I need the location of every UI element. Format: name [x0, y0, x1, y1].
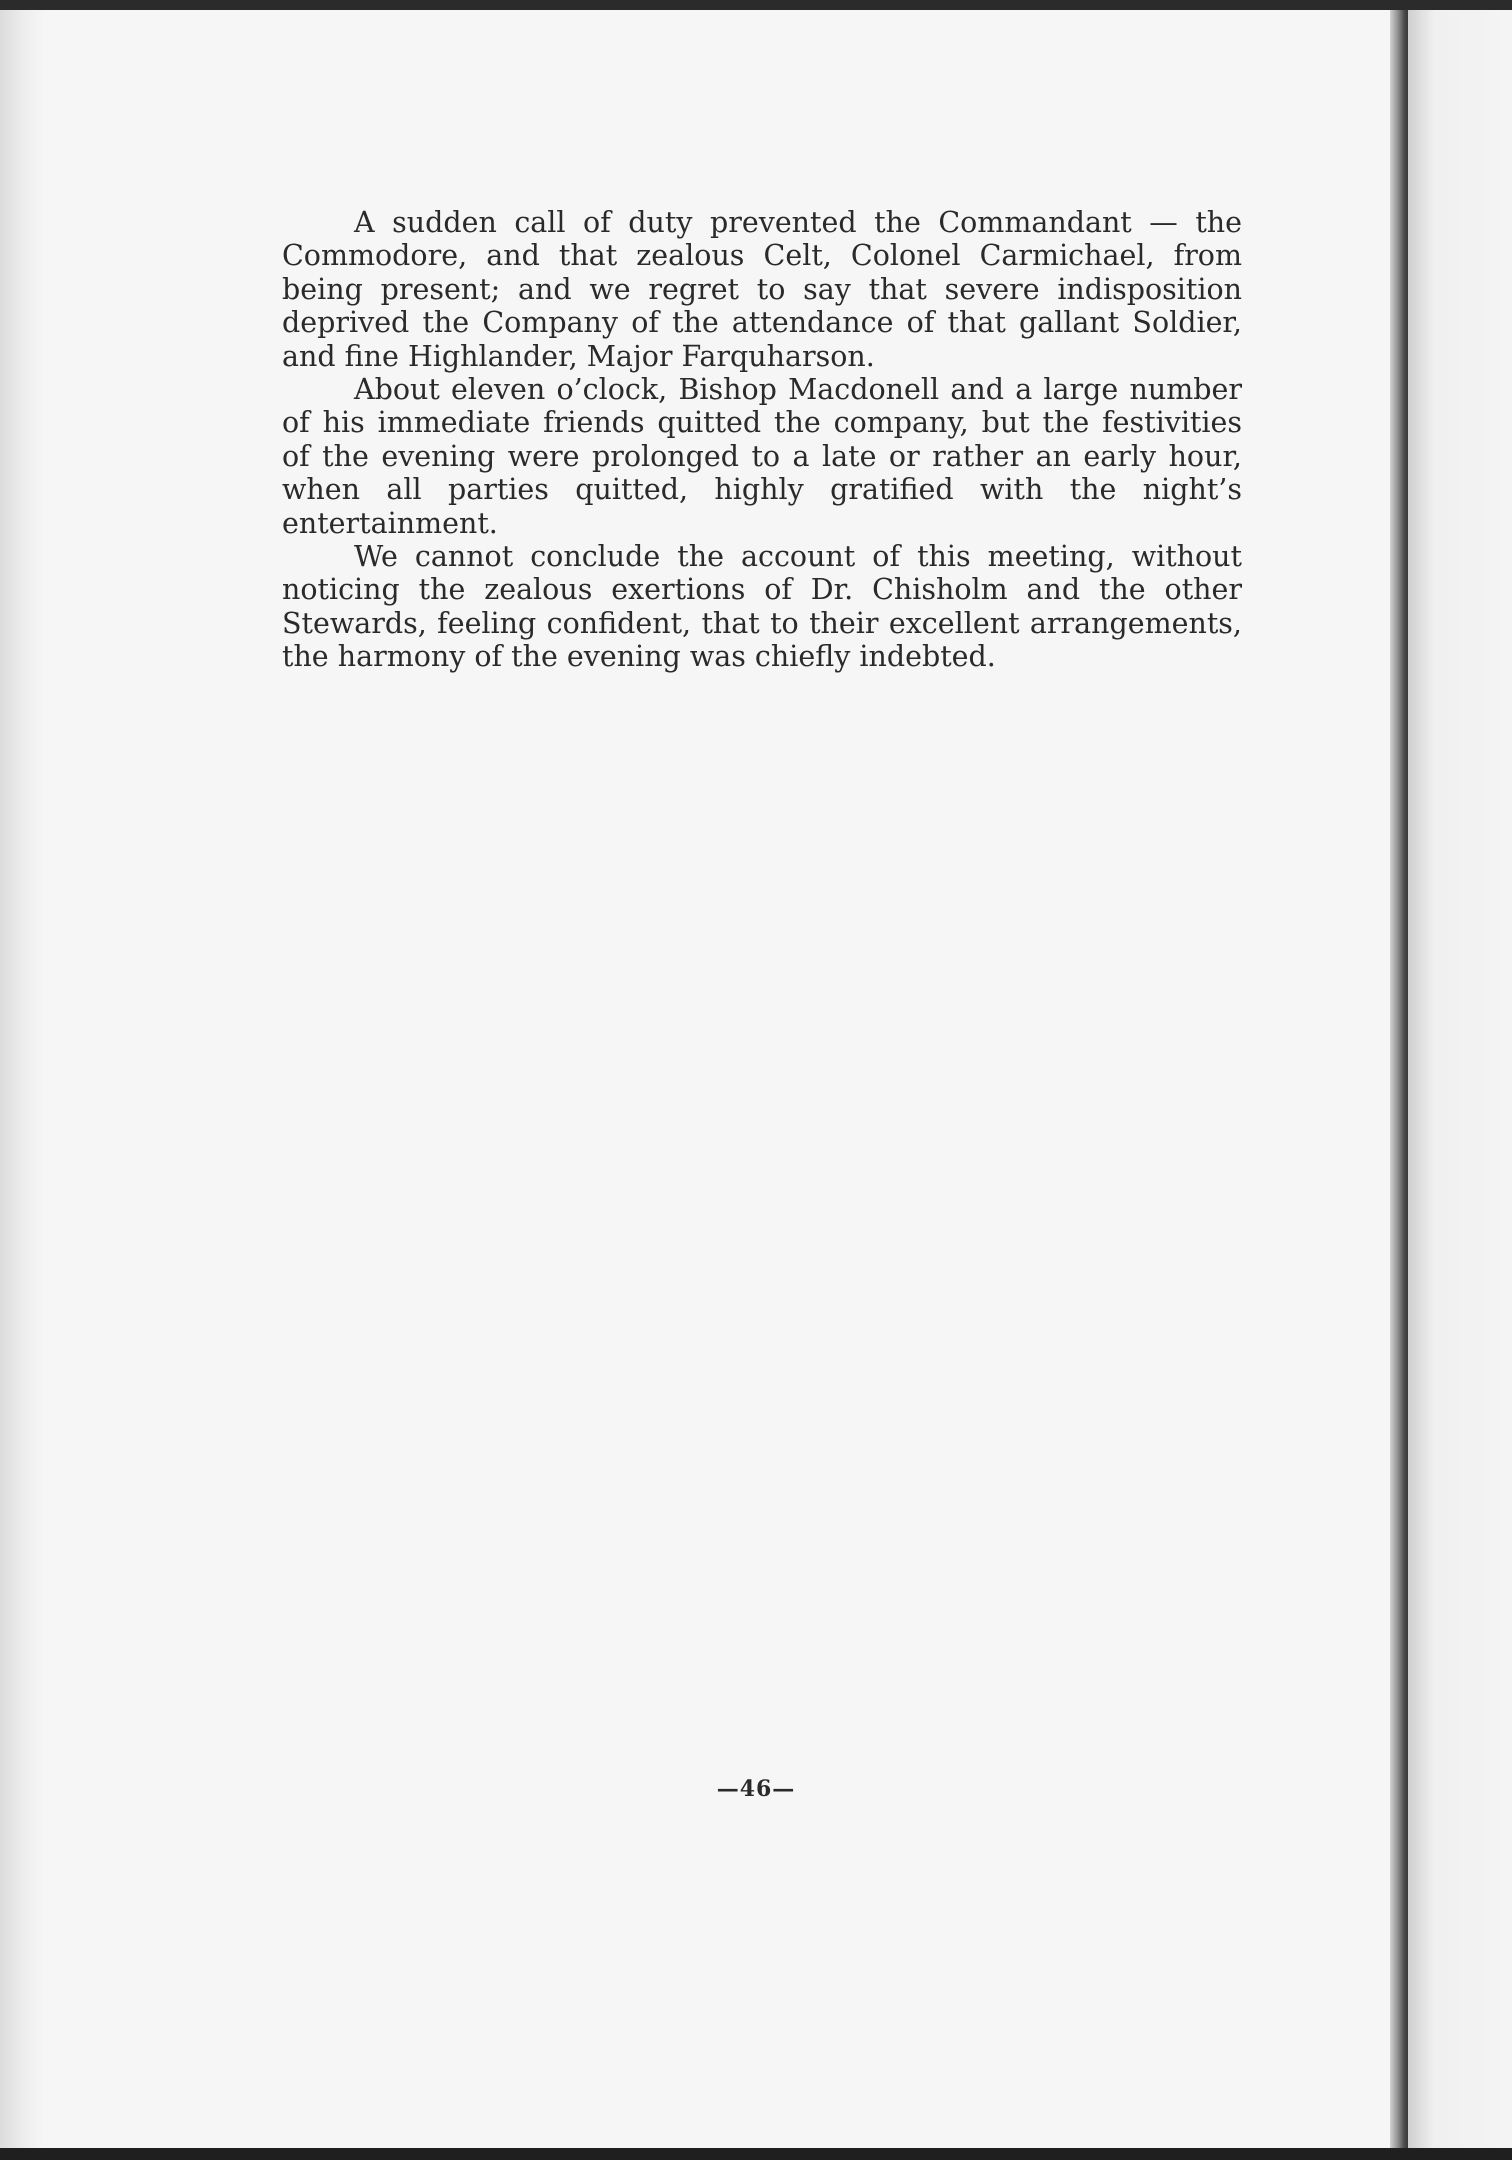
paragraph-3: We cannot conclude the account of this meeting, without noticing the zealous exertions of Dr. Chisholm and the other Stewards, feeling confident, that to their excellent arrangements, the harmony of the evening was chiefly indebted. — [282, 540, 1242, 674]
book-spine-shadow — [1390, 10, 1408, 2148]
paragraph-2: About eleven o’clock, Bishop Macdonell and a large number of his immediate friends quitted the company, but the festivities of the evening were prolonged to a late or rather an early hour, when all parties quitted, highly gratified with the night’s entertainment. — [282, 373, 1242, 540]
paragraph-1: A sudden call of duty prevented the Commandant — the Commodore, and that zealous Celt, Colonel Carmichael, from being present; and we regret to say that severe indisposition deprived the Company of the attendance of that gallant Soldier, and fine Highlander, Major Farquharson. — [282, 206, 1242, 373]
scan-bottom-border — [0, 2148, 1512, 2160]
body-text — [282, 206, 1242, 674]
page-number: —46— — [716, 1776, 796, 1802]
adjacent-page-edge — [1408, 10, 1512, 2148]
page-left-edge — [0, 10, 44, 2148]
